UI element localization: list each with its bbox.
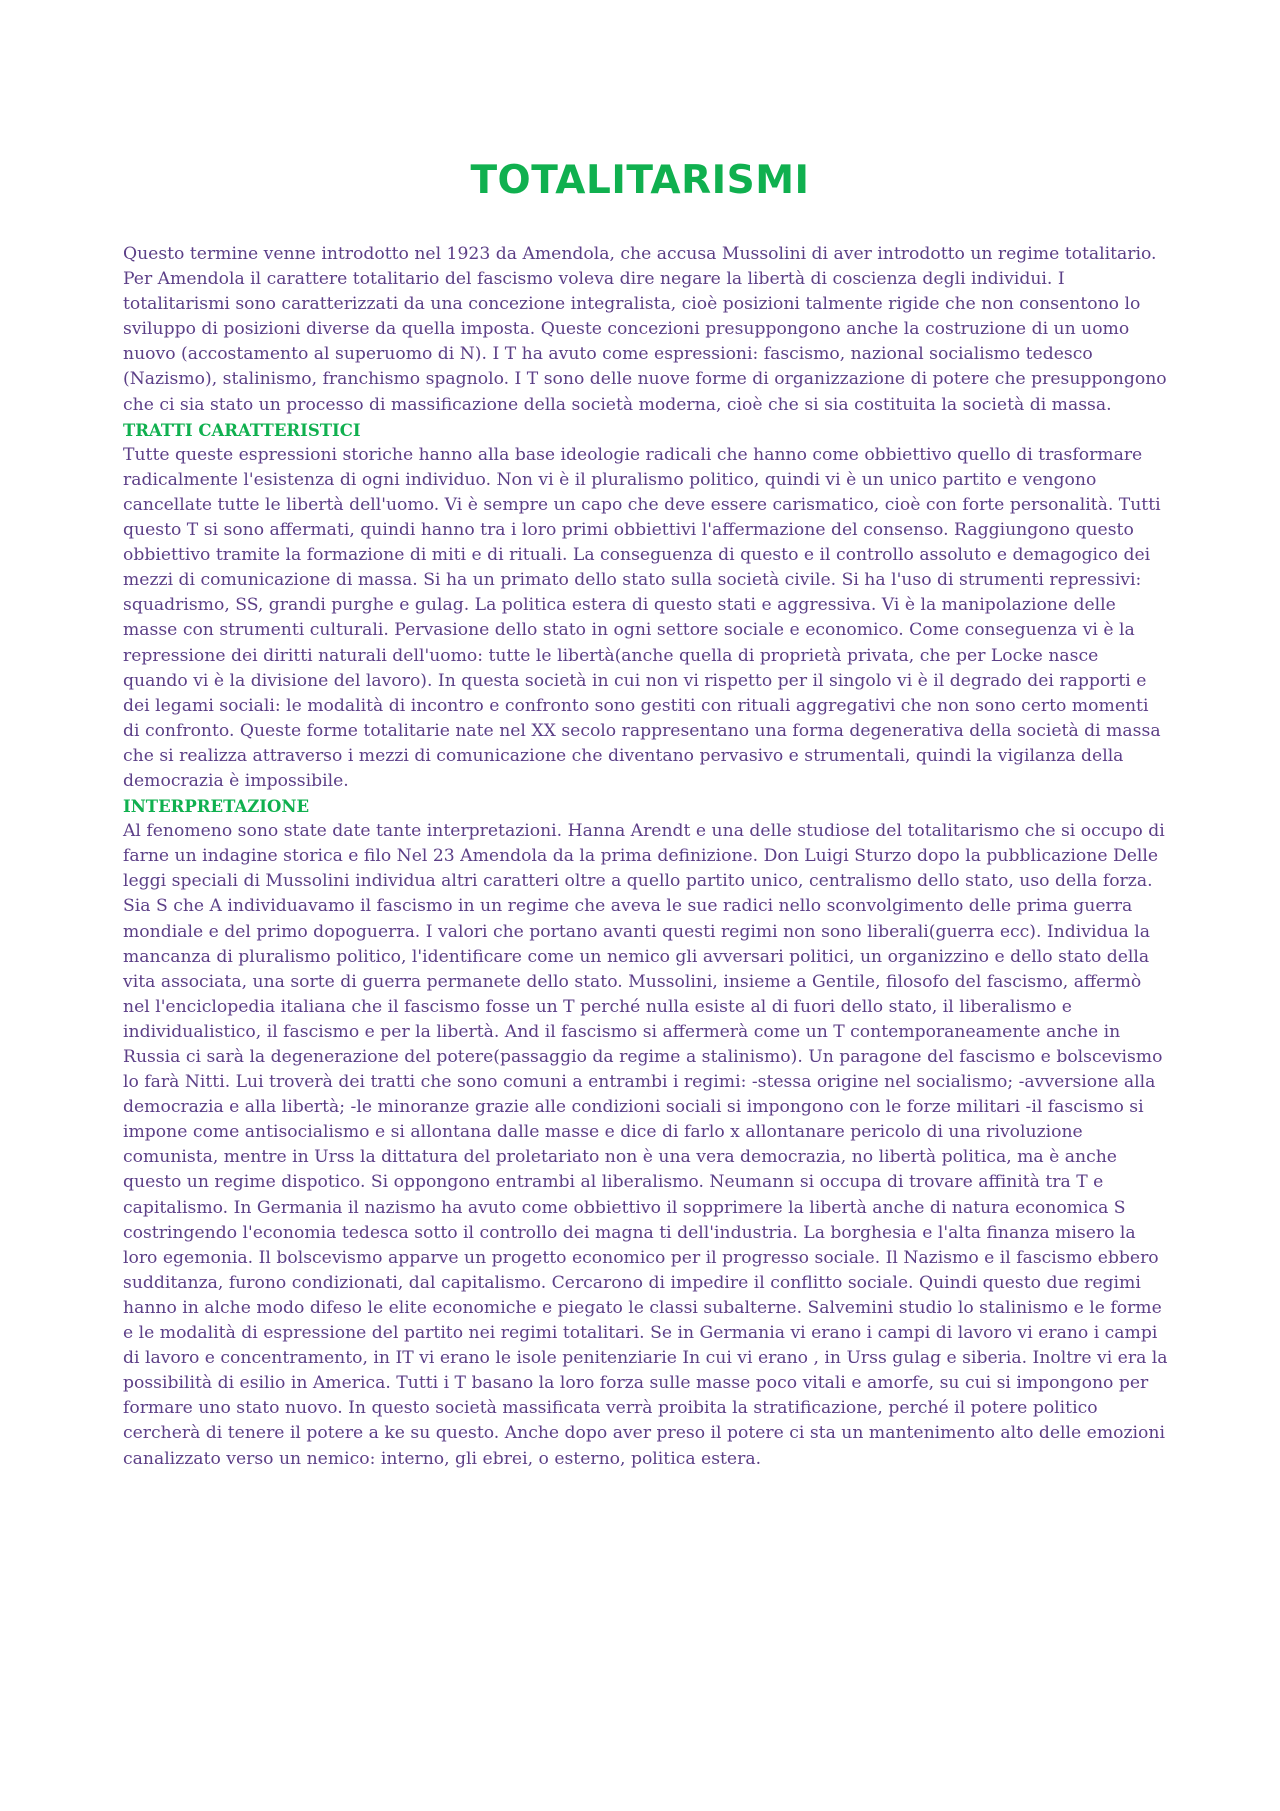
section-heading-tratti-caratteristici: TRATTI CARATTERISTICI [123, 420, 361, 440]
section-paragraph-tratti-caratteristici: Tutte queste espressioni storiche hanno alla base ideologie radicali che hanno come obbiettivo quello di trasformare radicalmente l'esistenza di ogni individuo. Non vi è il pluralismo politico, quindi vi è un unico partito e vengono cancellate tutte le libertà dell'uomo. Vi è sempre un capo che deve essere carismatico, cioè con forte personalità. Tutti questo T si sono affermati, quindi hanno tra i loro primi obbiettivi l'affermazione del consenso. Raggiungono questo obbiettivo tramite la formazione di miti e di rituali. La conseguenza di questo e il controllo assoluto e demagogico dei mezzi di comunicazione di massa. Si ha un primato dello stato sulla società civile. Si ha l'uso di strumenti repressivi: squadrismo, SS, grandi purghe e gulag. La politica estera di questo stati e aggressiva. Vi è la manipolazione delle masse con strumenti culturali. Pervasione dello stato in ogni settore sociale e economico. Come conseguenza vi è la repressione dei diritti naturali dell'uomo: tutte le libertà(anche quella di proprietà privata, che per Locke nasce quando vi è la divisione del lavoro). In questa società in cui non vi rispetto per il singolo vi è il degrado dei rapporti e dei legami sociali: le modalità di incontro e confronto sono gestiti con rituali aggregativi che non sono certo momenti di confronto. Queste forme totalitarie nate nel XX secolo rappresentano una forma degenerativa della società di massa che si realizza attraverso i mezzi di comunicazione che diventano pervasivo e strumentali, quindi la vigilanza della democrazia è impossibile. [123, 444, 1161, 791]
document-title: TOTALITARISMI [470, 158, 810, 203]
section-paragraph-interpretazione: Al fenomeno sono state date tante interpretazioni. Hanna Arendt e una delle studiose del totalitarismo che si occupo di farne un indagine storica e filo Nel 23 Amendola da la prima definizione. Don Luigi Sturzo dopo la pubblicazione Delle leggi speciali di Mussolini individua altri caratteri oltre a quello partito unico, centralismo dello stato, uso della forza. Sia S che A individuavamo il fascismo in un regime che aveva le sue radici nello sconvolgimento delle prima guerra mondiale e del primo dopoguerra. I valori che portano avanti questi regimi non sono liberali(guerra ecc). Individua la mancanza di pluralismo politico, l'identificare come un nemico gli avversari politici, un organizzino e dello stato della vita associata, una sorte di guerra permanete dello stato. Mussolini, insieme a Gentile, filosofo del fascismo, affermò nel l'enciclopedia italiana che il fascismo fosse un T perché nulla esiste al di fuori dello stato, il liberalismo e individualistico, il fascismo e per la libertà. And il fascismo si affermerà come un T contemporaneamente anche in Russia ci sarà la degenerazione del potere(passaggio da regime a stalinismo). Un paragone del fascismo e bolscevismo lo farà Nitti. Lui troverà dei tratti che sono comuni a entrambi i regimi: -stessa origine nel socialismo; -avversione alla democrazia e alla libertà; -le minoranze grazie alle condizioni sociali si impongono con le forze militari -il fascismo si impone come antisocialismo e si allontana dalle masse e dice di farlo x allontanare pericolo di una rivoluzione comunista, mentre in Urss la dittatura del proletariato non è una vera democrazia, no libertà politica, ma è anche questo un regime dispotico. Si oppongono entrambi al liberalismo. Neumann si occupa di trovare affinità tra T e capitalismo. In Germania il nazismo ha avuto come obbiettivo il sopprimere la libertà anche di natura economica S costringendo l'economia tedesca sotto il controllo dei magna ti dell'industria. La borghesia e l'alta finanza misero la loro egemonia. Il bolscevismo apparve un progetto economico per il progresso sociale. Il Nazismo e il fascismo ebbero sudditanza, furono condizionati, dal capitalismo. Cercarono di impedire il conflitto sociale. Quindi questo due regimi hanno in alche modo difeso le elite economiche e piegato le classi subalterne. Salvemini studio lo stalinismo e le forme e le modalità di espressione del partito nei regimi totalitari. Se in Germania vi erano i campi di lavoro vi erano i campi di lavoro e concentramento, in IT vi erano le isole penitenziarie In cui vi erano , in Urss gulag e siberia. Inoltre vi era la possibilità di esilio in America. Tutti i T basano la loro forza sulle masse poco vitali e amorfe, su cui si impongono per formare uno stato nuovo. In questo società massificata verrà proibita la stratificazione, perché il potere politico cercherà di tenere il potere a ke su questo. Anche dopo aver preso il potere ci sta un mantenimento alto delle emozioni canalizzato verso un nemico: interno, gli ebrei, o esterno, politica estera. [123, 821, 1168, 1469]
section-heading-interpretazione: INTERPRETAZIONE [123, 797, 310, 817]
document-body [123, 242, 1168, 1472]
intro-paragraph: Questo termine venne introdotto nel 1923 da Amendola, che accusa Mussolini di aver introdotto un regime totalitario. Per Amendola il carattere totalitario del fascismo voleva dire negare la libertà di coscienza degli individui. I totalitarismi sono caratterizzati da una concezione integralista, cioè posizioni talmente rigide che non consentono lo sviluppo di posizioni diverse da quella imposta. Queste concezioni presuppongono anche la costruzione di un uomo nuovo (accostamento al superuomo di N). I T ha avuto come espressioni: fascismo, nazional socialismo tedesco (Nazismo), stalinismo, franchismo spagnolo. I T sono delle nuove forme di organizzazione di potere che presuppongono che ci sia stato un processo di massificazione della società moderna, cioè che si sia costituita la società di massa. [123, 244, 1167, 415]
